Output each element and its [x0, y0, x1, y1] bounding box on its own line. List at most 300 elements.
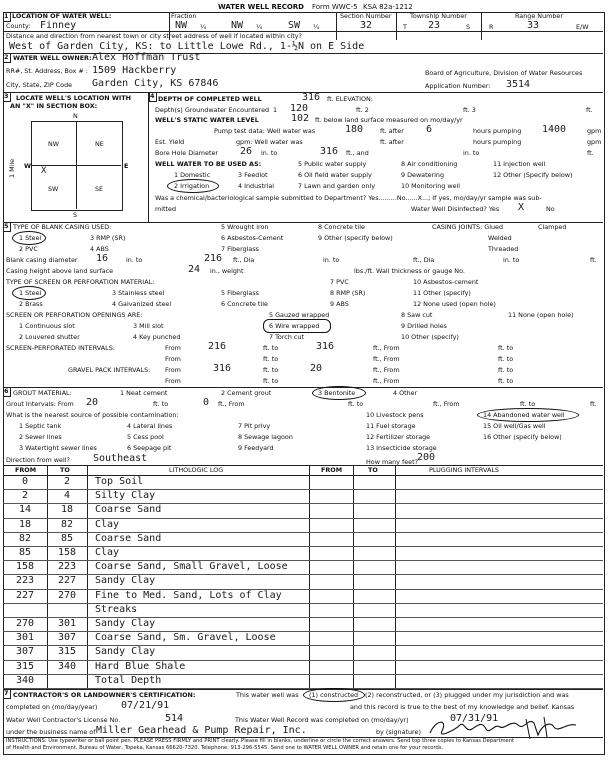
- contam-cess: 5 Cess pool: [127, 433, 164, 441]
- gravel-label: GRAVEL PACK INTERVALS:: [68, 366, 151, 374]
- screen-intervals-label: SCREEN-PERFORATED INTERVALS:: [6, 344, 115, 352]
- owner-label: WATER WELL OWNER:: [13, 54, 92, 62]
- bore-label: Bore Hole Diameter: [155, 149, 219, 157]
- signature-label: by (signature): [376, 728, 421, 736]
- casing-concrete: 8 Concrete tile: [318, 223, 365, 231]
- gp-to-value: 20: [310, 363, 323, 374]
- business-name: Miller Gearhead & Pump Repair, Inc.: [96, 725, 307, 736]
- log-row-from: 158: [16, 561, 35, 573]
- fraction-3: SW: [288, 20, 301, 31]
- contam-septic: 1 Septic tank: [19, 422, 62, 430]
- static-tail: ft. below land surface measured on mo/day/yr: [315, 116, 463, 124]
- blank-dia: ft., Dia: [233, 256, 255, 264]
- log-row-line: [3, 532, 603, 533]
- address-label: RR#, St. Address, Box # :: [6, 67, 88, 75]
- form-title: WATER WELL RECORD: [218, 3, 304, 11]
- log-row-to: 85: [61, 532, 74, 544]
- sp-to-3: ft. to: [263, 355, 279, 363]
- log-row-description: Sandy Clay: [95, 575, 156, 587]
- log-row-line: [3, 503, 603, 504]
- steel-circle: [12, 231, 46, 245]
- opening-torch: 7 Torch cut: [269, 333, 304, 341]
- township-value: 23: [428, 20, 441, 31]
- chem-sample-text: Was a chemical/bacteriological sample submitted to Department? Yes.........No......X...; If yes, mo/day/yr sample was sub-: [155, 194, 542, 202]
- casing-fiberglass: 7 Fiberglass: [221, 245, 259, 253]
- log-row-to: 315: [58, 646, 77, 658]
- log-row-description: Sandy Clay: [95, 618, 156, 629]
- screen-asbestos: 10 Asbestos-cement: [413, 278, 479, 286]
- log-header-plugging: PLUGGING INTERVALS: [429, 466, 499, 474]
- gw-2-label: ft. 2: [356, 106, 369, 114]
- locate-label-2: AN "X" IN SECTION BOX:: [10, 102, 98, 110]
- contam-fertilizer: 12 Fertilizer storage: [366, 433, 431, 441]
- certification-label: CONTRACTOR'S OR LANDOWNER'S CERTIFICATION:: [13, 691, 196, 699]
- log-header-from: FROM: [15, 466, 37, 474]
- feet-label: How many feet?: [366, 458, 418, 466]
- use-public: 5 Public water supply: [298, 160, 367, 168]
- log-row-from: 2: [22, 490, 29, 502]
- col-line: [353, 465, 354, 689]
- log-row-description: Clay: [95, 547, 120, 558]
- log-row-to: 307: [58, 632, 77, 644]
- section-1-number: 1: [4, 12, 9, 20]
- gp-from-value: 316: [213, 363, 232, 374]
- pump-hours-label: hours pumping: [473, 127, 522, 135]
- openings-label: SCREEN OR PERFORATION OPENINGS ARE:: [6, 311, 143, 319]
- sp-from-2: From: [165, 355, 181, 363]
- screen-brass: 2 Brass: [19, 300, 43, 308]
- gp-ft-2: ft., From: [373, 377, 400, 385]
- col-line: [395, 465, 396, 689]
- grid-south: S: [73, 211, 78, 219]
- grout-to-3: ft. to: [520, 400, 536, 408]
- est-after: ft. after: [380, 138, 404, 146]
- constructed-circle: [303, 688, 365, 702]
- pump-gpm: 1400: [542, 124, 567, 135]
- use-label: WELL WATER TO BE USED AS:: [155, 160, 262, 168]
- opening-none: 11 None (open hole): [508, 311, 574, 319]
- log-header-to-2: TO: [368, 466, 378, 474]
- contam-fuel: 11 Fuel storage: [366, 422, 416, 430]
- log-row-to: 18: [61, 504, 74, 516]
- statute: KSA 82a-1212: [363, 3, 413, 11]
- gp-to-2: ft. to: [498, 366, 514, 374]
- log-row-line: [3, 574, 603, 575]
- log-row-line: [3, 546, 603, 547]
- range-r: R: [489, 23, 494, 31]
- log-row-from: 82: [19, 532, 32, 544]
- section-number-value: 32: [360, 20, 373, 31]
- opening-drilled: 9 Drilled holes: [401, 322, 447, 330]
- contam-oil: 15 Oil well/Gas well: [483, 422, 546, 430]
- blank-in: in. to: [126, 256, 143, 264]
- log-row-description: Coarse Sand, Sm. Gravel, Loose: [95, 632, 276, 644]
- grid-west: W: [24, 162, 32, 170]
- use-irrigation: 2 Irrigation: [174, 182, 210, 190]
- log-row-to: 82: [61, 518, 74, 530]
- log-row-from: 270: [16, 618, 35, 629]
- use-domestic: 1 Domestic: [174, 171, 211, 179]
- completed-date: 07/21/91: [121, 700, 170, 711]
- mile-label: 1 Mile: [8, 158, 16, 178]
- groundwater-label: Depth(s) Groundwater Encountered: [155, 106, 270, 114]
- log-row-from: 227: [16, 589, 35, 601]
- contam-seepage: 6 Seepage pit: [127, 444, 172, 452]
- log-row-line: [3, 518, 603, 519]
- sp-to-2: ft. to: [498, 344, 514, 352]
- locate-label: LOCATE WELL'S LOCATION WITH: [16, 94, 132, 102]
- blank-in-3: in. to: [503, 256, 520, 264]
- casing-wrought: 5 Wrought iron: [221, 223, 269, 231]
- log-row-from: 18: [19, 518, 32, 530]
- bore-and: ft., and: [346, 149, 369, 157]
- gp-to-4: ft. to: [498, 377, 514, 385]
- static-value: 102: [291, 113, 310, 124]
- feet-value: 200: [417, 452, 436, 463]
- gp-from-1: From: [165, 366, 181, 374]
- rule: [3, 475, 603, 476]
- sp-to-value: 316: [316, 341, 335, 352]
- contam-abandoned: 14 Abandoned water well: [483, 411, 565, 419]
- casing-asbestos: 6 Asbestos-Cement: [221, 234, 284, 242]
- grid-east: E: [124, 162, 129, 170]
- log-row-line: [3, 674, 603, 675]
- use-oilfield: 6 Oil field water supply: [298, 171, 372, 179]
- blank-ft: ft.: [590, 256, 597, 264]
- grid-ne: NE: [95, 140, 104, 148]
- disinfected-mark: X: [518, 202, 525, 213]
- col-line: [309, 465, 310, 689]
- chem-submitted: mitted: [155, 205, 177, 213]
- opening-mill: 3 Mill slot: [133, 322, 164, 330]
- grid-north: N: [73, 112, 78, 120]
- contam-insecticide: 13 Insecticide storage: [366, 444, 437, 452]
- screen-abs: 9 ABS: [330, 300, 349, 308]
- contam-other: 16 Other (specify below): [483, 433, 562, 441]
- use-industrial: 4 Industrial: [238, 182, 275, 190]
- gw-3-label: ft. 3: [463, 106, 476, 114]
- use-monitoring: 10 Monitoring well: [401, 182, 461, 190]
- record-completed-label: This Water Well Record was completed on (mo/day/yr): [235, 716, 409, 724]
- direction-value: Southeast: [93, 453, 148, 464]
- casing-height: 24: [188, 264, 201, 275]
- business-label: under the business name of: [6, 728, 96, 736]
- casing-steel: 1 Steel: [19, 234, 42, 242]
- log-row-description: Sandy Clay: [95, 646, 156, 658]
- log-row-to: 301: [58, 618, 77, 629]
- section-2-number: 2: [4, 53, 9, 61]
- divider: [148, 92, 149, 222]
- direction-label: Direction from well?: [6, 456, 70, 464]
- fraction-2: NW: [231, 20, 244, 31]
- form-number: Form WWC-5: [312, 3, 358, 11]
- casing-label: TYPE OF BLANK CASING USED:: [13, 223, 112, 231]
- use-air: 8 Air conditioning: [401, 160, 458, 168]
- grout-from: 20: [86, 397, 99, 408]
- grout-bentonite: 3 Bentonite: [318, 389, 356, 397]
- opening-gauzed: 5 Gauzed wrapped: [269, 311, 330, 319]
- screen-label: TYPE OF SCREEN OR PERFORATION MATERIAL:: [6, 278, 155, 286]
- log-row-to: 270: [58, 589, 77, 601]
- section-5-number: 5: [4, 222, 9, 230]
- blank-in-2: in. to: [323, 256, 340, 264]
- city-value: Garden City, KS 67846: [92, 78, 219, 89]
- sp-ft-2: ft., From: [373, 355, 400, 363]
- grout-ft-3: ft.: [590, 400, 597, 408]
- grout-label: GROUT MATERIAL:: [13, 389, 72, 397]
- wire-wrapped-circle: [263, 319, 331, 333]
- city-label: City, State, ZIP Code: [6, 81, 73, 89]
- application-label: Application Number:: [425, 82, 491, 90]
- gpm-label: gpm: [587, 127, 602, 135]
- screen-none: 12 None used (open hole): [413, 300, 496, 308]
- quarter-mark: ¼: [200, 23, 207, 31]
- owner-value: Alex Hoffman Trust: [92, 52, 201, 63]
- screen-pvc: 7 PVC: [330, 278, 349, 286]
- log-row-description: Streaks: [95, 603, 138, 615]
- instructions-2: of Health and Environment, Bureau of Water, Topeka, Kansas 66620-7320. Telephone: 913-296-5545. Send one to WATER WELL OWNER and retain one for your records.: [6, 745, 444, 751]
- log-row-line: [3, 560, 603, 561]
- log-row-to: 227: [58, 575, 77, 587]
- fraction-1: NW: [175, 20, 188, 31]
- grout-other: 4 Other: [393, 389, 418, 397]
- joints-welded: Welded: [488, 234, 512, 242]
- grid-nw: NW: [48, 140, 60, 148]
- log-row-line: [3, 645, 603, 646]
- log-row-description: Silty Clay: [95, 490, 156, 502]
- divider: [481, 12, 482, 40]
- completed-label: completed on (mo/day/year): [6, 703, 98, 711]
- log-row-from: 0: [22, 476, 29, 487]
- contam-feedyard: 9 Feedyard: [238, 444, 274, 452]
- grout-to-2: ft. to: [348, 400, 364, 408]
- license-label: Water Well Contractor's License No.: [6, 716, 121, 724]
- board-text: Board of Agriculture, Division of Water Resources: [425, 69, 583, 77]
- contam-livestock: 10 Livestock pens: [366, 411, 424, 419]
- county-label: County:: [6, 22, 31, 30]
- log-header-lithology: LITHOLOGIC LOG: [169, 466, 224, 474]
- county-value: Finney: [40, 20, 77, 31]
- section-7-number: 7: [4, 689, 9, 697]
- grout-cement: 2 Cement grout: [221, 389, 272, 397]
- log-header-from-2: FROM: [321, 466, 343, 474]
- opening-louvered: 2 Louvered shutter: [19, 333, 80, 341]
- divider: [336, 12, 337, 40]
- township-label: Township Number: [410, 12, 467, 20]
- use-other: 12 Other (Specify below): [493, 171, 573, 179]
- gw-tail: ft.: [586, 106, 593, 114]
- opening-wire: 6 Wire wrapped: [269, 322, 320, 330]
- col-line: [47, 465, 48, 689]
- est-hours-label: hours pumping: [473, 138, 522, 146]
- water-well-record-form: [3, 3, 605, 769]
- blank-diameter: 16: [96, 253, 109, 264]
- section-number-label: Section Number: [340, 12, 392, 20]
- screen-steel: 1 Steel: [19, 289, 42, 297]
- gp-to-1: ft. to: [263, 366, 279, 374]
- casing-lbs: lbs./ft. Wall thickness or gauge No.: [354, 267, 465, 275]
- fraction-label: Fraction: [171, 12, 197, 20]
- screen-concrete: 6 Concrete tile: [221, 300, 268, 308]
- contam-sewer: 2 Sewer lines: [19, 433, 62, 441]
- bore-ft: ft.: [587, 149, 594, 157]
- casing-other: 9 Other (specify below): [318, 234, 393, 242]
- casing-height-label: Casing height above land surface: [6, 267, 114, 275]
- grout-intervals-label: Grout Intervals: From: [6, 400, 74, 408]
- use-lawn: 7 Lawn and garden only: [298, 182, 376, 190]
- grout-neat: 1 Neat cement: [120, 389, 168, 397]
- bore-depth: 316: [320, 146, 339, 157]
- log-row-to: 223: [58, 561, 77, 573]
- quarter-mark: ¼: [313, 23, 320, 31]
- location-label: LOCATION OF WATER WELL:: [12, 12, 112, 20]
- log-row-from: 223: [16, 575, 35, 587]
- bore-diameter: 26: [240, 146, 253, 157]
- screen-other: 11 Other (specify): [413, 289, 471, 297]
- est-gpm-2: gpm: [587, 138, 602, 146]
- log-row-line: [3, 489, 603, 490]
- blank-diameter-label: Blank casing diameter: [6, 256, 78, 264]
- contamination-label: What is the nearest source of possible contamination:: [6, 411, 179, 419]
- log-row-description: Coarse Sand: [95, 504, 162, 516]
- opening-other: 10 Other (specify): [401, 333, 459, 341]
- application-number: 3514: [506, 79, 531, 90]
- section-3-number: 3: [4, 92, 9, 100]
- quarter-mark: ¼: [256, 23, 263, 31]
- use-feedlot: 3 Feedlot: [238, 171, 268, 179]
- log-row-from: 307: [16, 646, 35, 658]
- use-injection: 11 Injection well: [493, 160, 546, 168]
- est-gpm-label: gpm: Well water was: [236, 138, 303, 146]
- col-line: [87, 465, 88, 689]
- opening-saw: 8 Saw cut: [401, 311, 433, 319]
- joints-threaded: Threaded: [488, 245, 519, 253]
- log-row-description: Top Soil: [95, 476, 144, 487]
- log-row-line: [3, 589, 603, 590]
- elevation-label: ft. ELEVATION:: [327, 95, 373, 103]
- screen-galvanized: 4 Galvanized steel: [112, 300, 172, 308]
- abandoned-circle: [477, 408, 579, 422]
- cert-text-1: This water well was: [236, 691, 299, 699]
- contam-privy: 7 Pit privy: [238, 422, 271, 430]
- use-dewatering: 9 Dewatering: [401, 171, 445, 179]
- log-row-from: 315: [16, 660, 35, 672]
- screen-rmp: 8 RMP (SR): [330, 289, 366, 297]
- grout-to-label: ft. to: [153, 400, 169, 408]
- depth-value: 316: [302, 92, 321, 103]
- log-row-to: 4: [64, 490, 71, 502]
- bore-in: in. to: [261, 149, 278, 157]
- opening-key: 4 Key punched: [133, 333, 181, 341]
- range-value: 33: [527, 20, 540, 31]
- gp-to-3: ft. to: [263, 377, 279, 385]
- log-row-from: 85: [19, 547, 32, 558]
- log-header-to: TO: [60, 466, 70, 474]
- sp-to-1: ft. to: [263, 344, 279, 352]
- sp-to-4: ft. to: [498, 355, 514, 363]
- est-yield-label: Est. Yield: [155, 138, 185, 146]
- sp-from-1: From: [165, 344, 181, 352]
- township-s: S: [466, 23, 471, 31]
- log-row-line: [3, 631, 603, 632]
- log-row-to: 340: [58, 660, 77, 672]
- township-t: T: [403, 23, 407, 31]
- distance-label: Distance and direction from nearest town or city street address of well if located within city?: [6, 32, 302, 40]
- pump-hours: 6: [426, 124, 433, 135]
- log-row-description: Coarse Sand, Small Gravel, Loose: [95, 561, 288, 573]
- section-6-number: 6: [4, 387, 9, 395]
- cert-text-2: (2) reconstructed, or (3) plugged under my jurisdiction and was: [365, 691, 569, 699]
- instructions-1: INSTRUCTIONS: Use typewriter or ball point pen. PLEASE PRESS FIRMLY and PRINT clearly. Please fill in blanks, underline or circle the correct answers. Send top three copies to Kansas Department: [6, 738, 515, 744]
- screen-stainless: 3 Stainless steel: [112, 289, 165, 297]
- grid-sw: SW: [48, 185, 59, 193]
- log-row-line: [3, 660, 603, 661]
- static-label: WELL'S STATIC WATER LEVEL: [155, 116, 259, 124]
- record-date: 07/31/91: [450, 713, 499, 724]
- log-row-description: Clay: [95, 518, 120, 530]
- joints-clamped: Clamped: [538, 223, 567, 231]
- log-row-line: [3, 603, 603, 604]
- casing-weight: in., weight: [210, 267, 244, 275]
- rule: [3, 465, 603, 466]
- gp-from-2: From: [165, 377, 181, 385]
- log-row-description: Total Depth: [95, 674, 162, 686]
- license-number: 514: [165, 713, 184, 724]
- grout-to: 0: [203, 397, 210, 408]
- blank-dia-2: ft., Dia: [413, 256, 435, 264]
- casing-pvc: 2 PVC: [19, 245, 38, 253]
- joints-label: CASING JOINTS: Glued: [432, 223, 504, 231]
- opening-continuous: 1 Continuous slot: [19, 322, 75, 330]
- casing-rmp: 3 RMP (SR): [90, 234, 126, 242]
- log-row-to: 158: [58, 547, 77, 558]
- blank-depth: 216: [204, 253, 223, 264]
- log-row-from: 301: [16, 632, 35, 644]
- pump-test-label: Pump test data: Well water was: [214, 127, 316, 135]
- screen-steel-circle: [12, 286, 46, 300]
- bentonite-circle: [312, 386, 366, 400]
- log-row-line: [3, 617, 603, 618]
- groundwater-1: 120: [290, 103, 309, 114]
- pump-after: ft. after: [380, 127, 404, 135]
- well-location-mark: X: [41, 166, 47, 176]
- contam-watertight: 3 Watertight sewer lines: [19, 444, 97, 452]
- disinfected-label: Water Well Disinfected? Yes: [411, 205, 500, 213]
- completed-tail: and this record is true to the best of my knowledge and belief. Kansas: [350, 703, 575, 711]
- range-ew: E/W: [576, 23, 589, 31]
- grout-ft: ft., From: [218, 400, 245, 408]
- cert-constructed: (1) constructed: [309, 691, 359, 699]
- distance-value: West of Garden City, KS: to Little Lowe Rd., 1-½N on E Side: [9, 41, 365, 52]
- depth-label: DEPTH OF COMPLETED WELL: [158, 95, 262, 103]
- screen-fiberglass: 5 Fiberglass: [221, 289, 259, 297]
- contam-lateral: 4 Lateral lines: [127, 422, 173, 430]
- rule: [3, 387, 603, 388]
- log-row-from: 340: [16, 674, 35, 686]
- grout-ft-2: ft., From: [433, 400, 460, 408]
- gw-1-label: 1: [273, 106, 278, 114]
- irrigation-circle: [167, 179, 219, 193]
- sp-from-value: 216: [208, 341, 227, 352]
- pump-level: 180: [345, 124, 364, 135]
- rule: [3, 689, 603, 690]
- disinfected-no: No: [546, 205, 555, 213]
- log-row-description: Fine to Med. Sand, Lots of Clay: [95, 589, 282, 601]
- divider: [396, 12, 397, 40]
- sp-ft-1: ft., From: [373, 344, 400, 352]
- contam-lagoon: 8 Sewage lagoon: [238, 433, 293, 441]
- section-4-number: 4: [150, 92, 155, 100]
